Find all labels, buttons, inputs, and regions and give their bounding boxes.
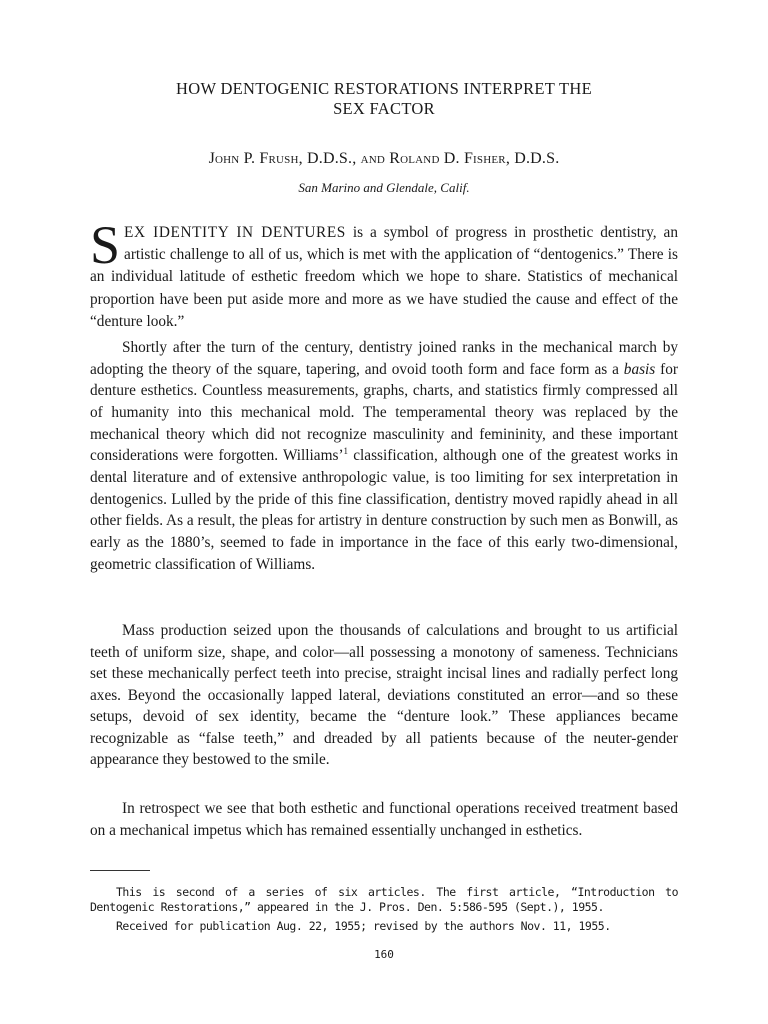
paragraph-4-text: In retrospect we see that both esthetic and functional operations received treatment based on a mechanical impetus which has remained essentially unchanged in esthetics. [90, 800, 678, 839]
body-paragraph-2 [90, 337, 678, 575]
opening-paragraph [90, 215, 678, 333]
footnote-2-text: Received for publication Aug. 22, 1955; revised by the authors Nov. 11, 1955. [116, 919, 611, 933]
paragraph-2-part-2: for denture esthetics. Countless measurements, graphs, charts, and statistics firmly compressed all of humanity into this mechanical mold. The temperamental theory was replaced by the mechanical theory which did not recognize masculinity and femininity, and these important considerations were forgotten. Williams’ [90, 360, 678, 465]
title-line-2: SEX FACTOR [333, 99, 435, 118]
paragraph-2-part-3: classification, although one of the greatest works in dental literature and of extensive anthropologic value, is too limiting for sex interpretation in dentogenics. Lulled by the pride of this fine classification, dentistry moved rapidly ahead in all other fields. As a result, the pleas for artistry in denture construction by such men as Bonwill, as early as the 1880’s, seemed to fade in importance in the face of this early two-dimensional, geometric classification of Williams. [90, 447, 678, 573]
body-paragraph-3 [90, 620, 678, 771]
article-title [0, 79, 768, 119]
footnote-divider [90, 870, 150, 871]
opening-lead-caps: EX IDENTITY IN DENTURES [124, 224, 346, 241]
paragraph-2-emphasis: basis [623, 360, 656, 378]
paragraph-3-text: Mass production seized upon the thousands of calculations and brought to us artificial teeth of uniform size, shape, and color—all possessing a monotony of sameness. Technicians set these mechanically perfect teeth into precise, straight incisal lines and radially perfect long axes. Beyond the occasionally lapped lateral, deviations constituted an error—and so these setups, devoid of sex identity, became the “denture look.” These appliances became recognizable as “false teeth,” and dreaded by all patients because of the neuter-gender appearance they bestowed to the smile. [90, 622, 678, 768]
footnote-2 [90, 919, 678, 934]
drop-cap: S [90, 215, 121, 275]
paragraph-2-part-1: Shortly after the turn of the century, dentistry joined ranks in the mechanical march by adopting the theory of the square, tapering, and ovoid tooth form and face form as a [90, 339, 678, 378]
opening-text: is a symbol of progress in prosthetic dentistry, an artistic challenge to all of us, which is met with the application of “dentogenics.” There is an individual latitude of esthetic freedom which we hope to share. Statistics of mechanical proportion have been put aside more and more as we have studied the cause and effect of the “denture look.” [90, 224, 678, 330]
page-number: 160 [374, 948, 394, 961]
reference-superscript: 1 [343, 446, 349, 457]
author-line: John P. Frush, D.D.S., and Roland D. Fisher, D.D.S. [208, 150, 560, 167]
title-line-1: HOW DENTOGENIC RESTORATIONS INTERPRET THE [176, 79, 592, 98]
author-affiliation: San Marino and Glendale, Calif. [298, 180, 470, 195]
footnote-1 [90, 885, 678, 914]
footnote-1-text: This is second of a series of six articles. The first article, “Introduction to Dentogenic Restorations,” appeared in the J. Pros. Den. 5:586-595 (Sept.), 1955. [90, 885, 678, 914]
body-paragraph-4 [90, 798, 678, 841]
